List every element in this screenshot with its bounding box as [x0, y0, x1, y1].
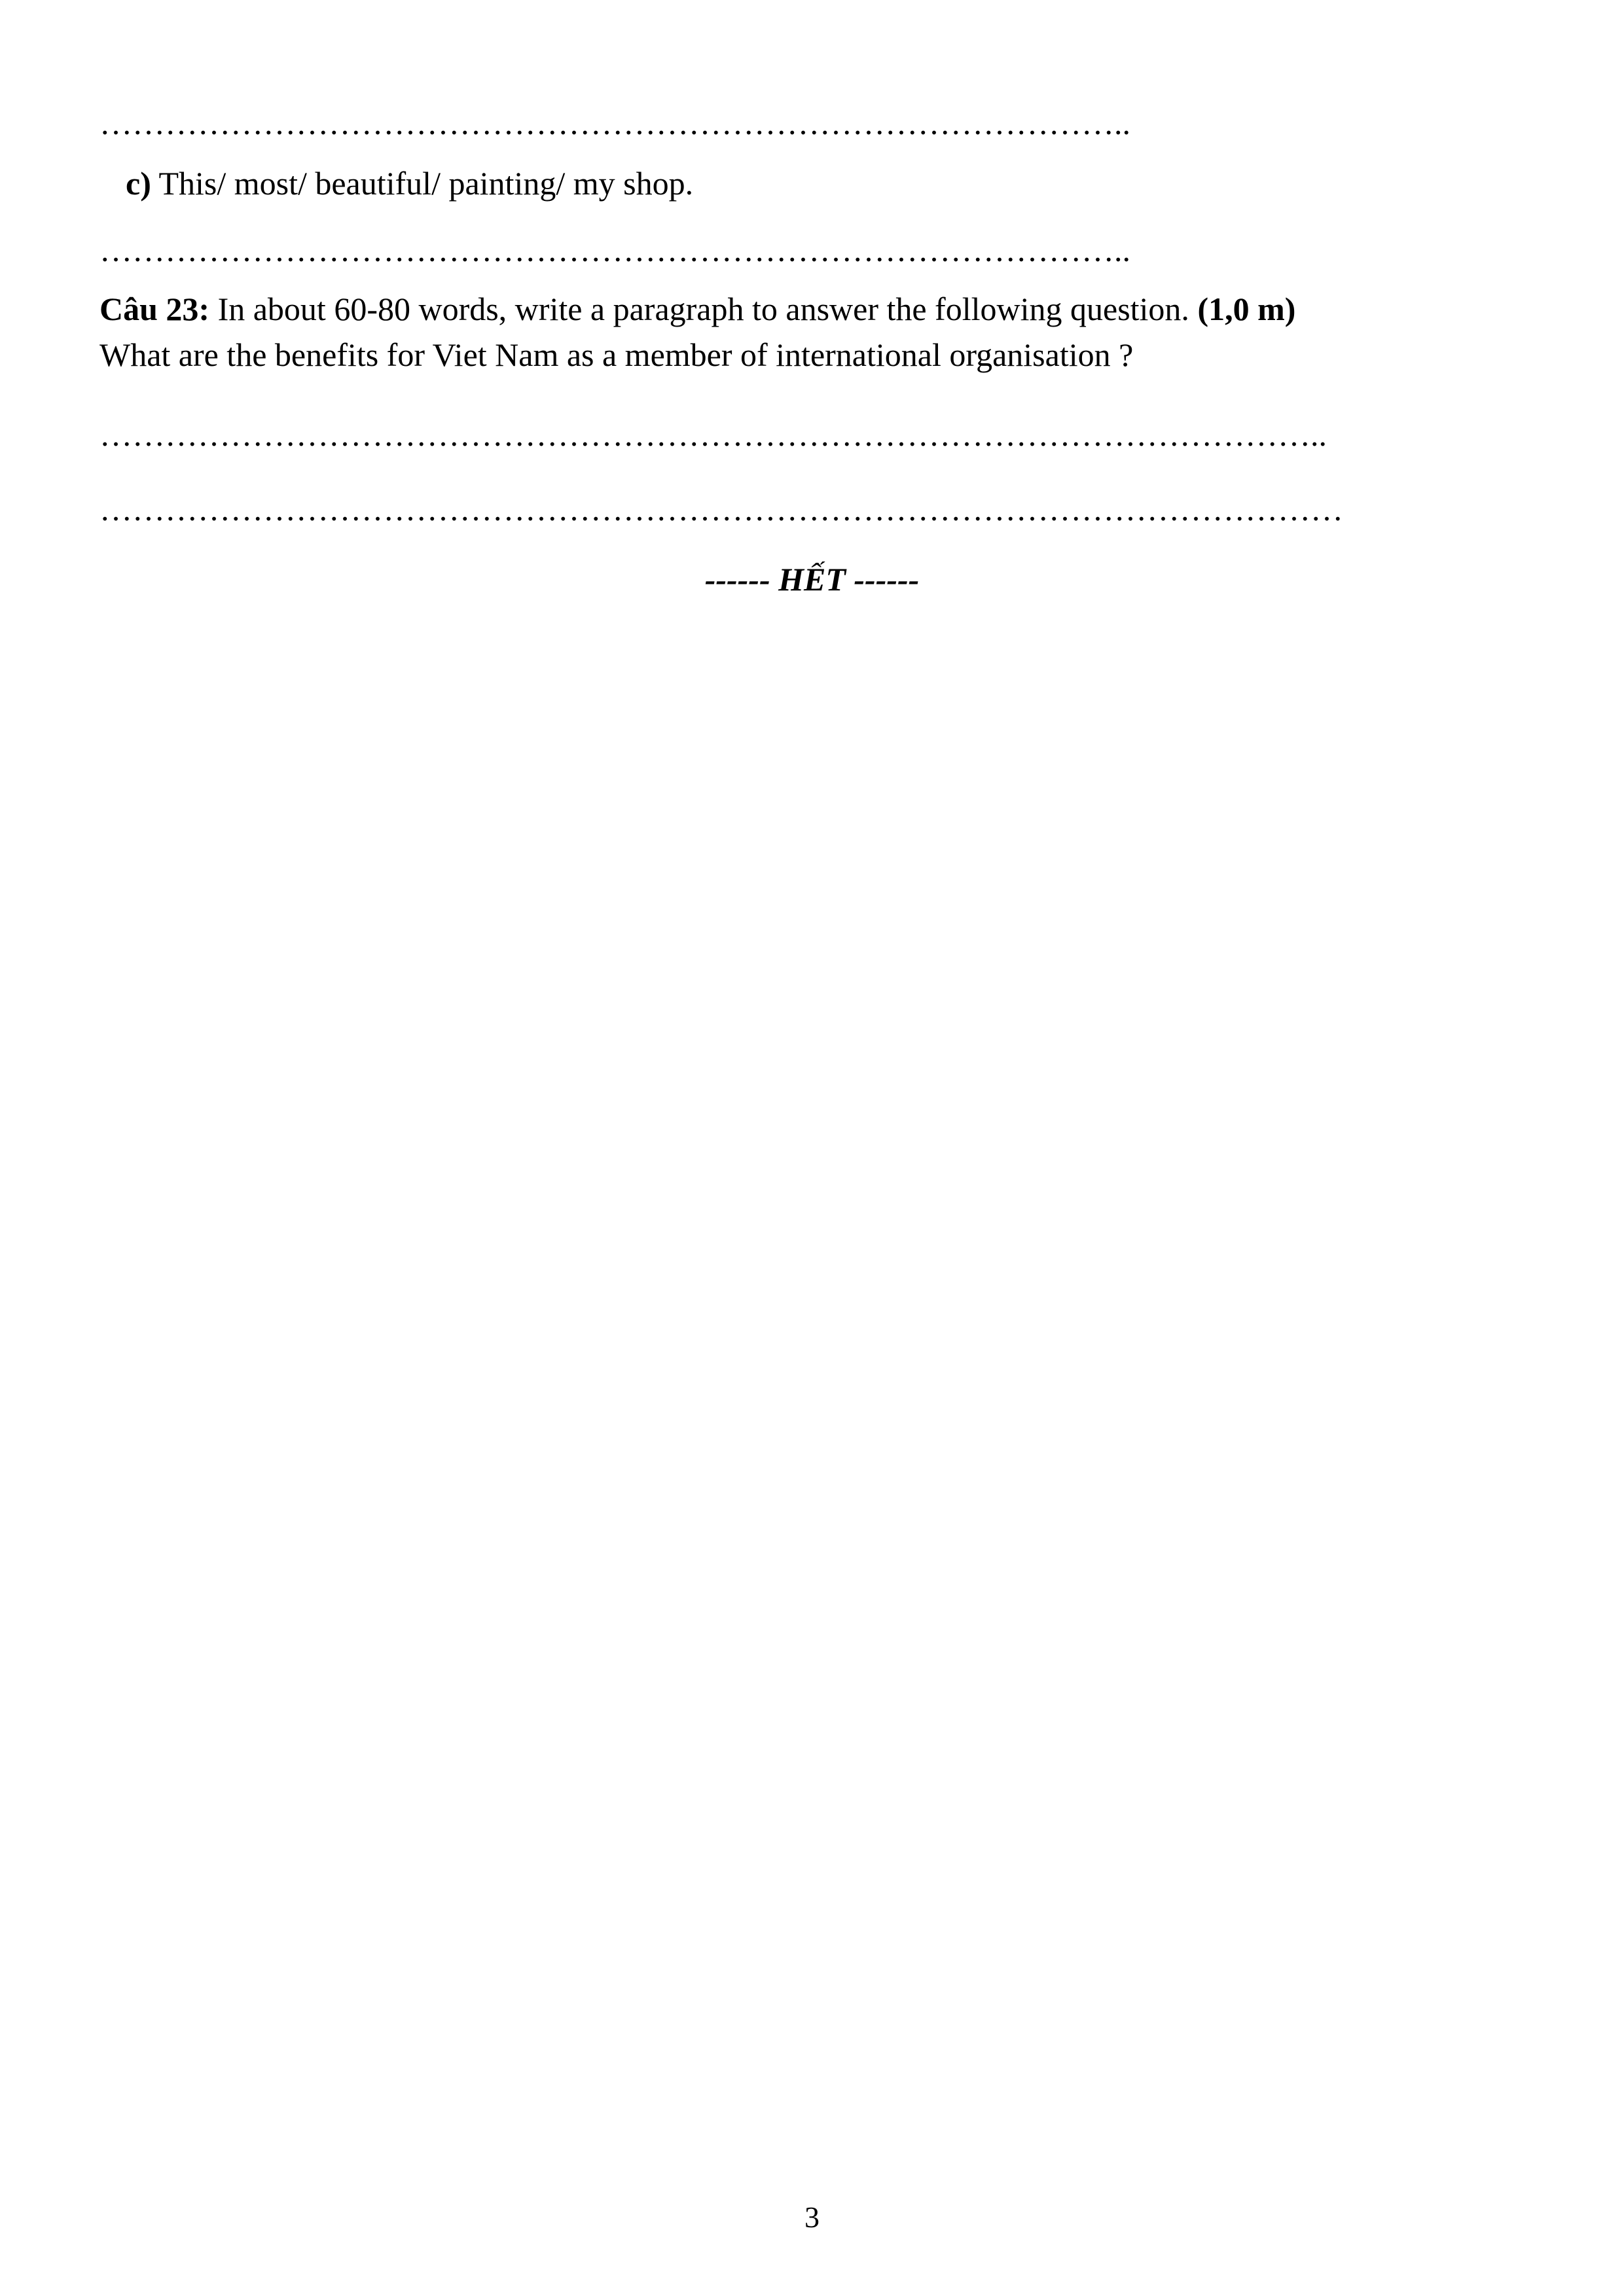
question-23-text: What are the benefits for Viet Nam as a member of international organisation ? [99, 336, 1134, 373]
question-23-points: (1,0 m) [1197, 291, 1296, 327]
end-mark: ------ HẾT ------ [704, 561, 920, 598]
question-23-prompt: In about 60-80 words, write a paragraph to answer the following question. [209, 291, 1198, 327]
answer-line: ………………………………………………………………………………………………….. [99, 416, 1327, 453]
item-c [126, 164, 693, 203]
question-23-label: Câu 23: [99, 291, 210, 327]
page-number: 3 [804, 2200, 820, 2234]
item-c-text: This/ most/ beautiful/ painting/ my shop. [151, 165, 694, 202]
question-23-heading [99, 289, 1295, 329]
answer-line: ………………………………………………………………………………….. [99, 105, 1130, 141]
item-c-label: c) [126, 165, 151, 202]
answer-line: …………………………………………………………………………………………………… [99, 491, 1343, 528]
answer-line: ………………………………………………………………………………….. [99, 232, 1130, 268]
